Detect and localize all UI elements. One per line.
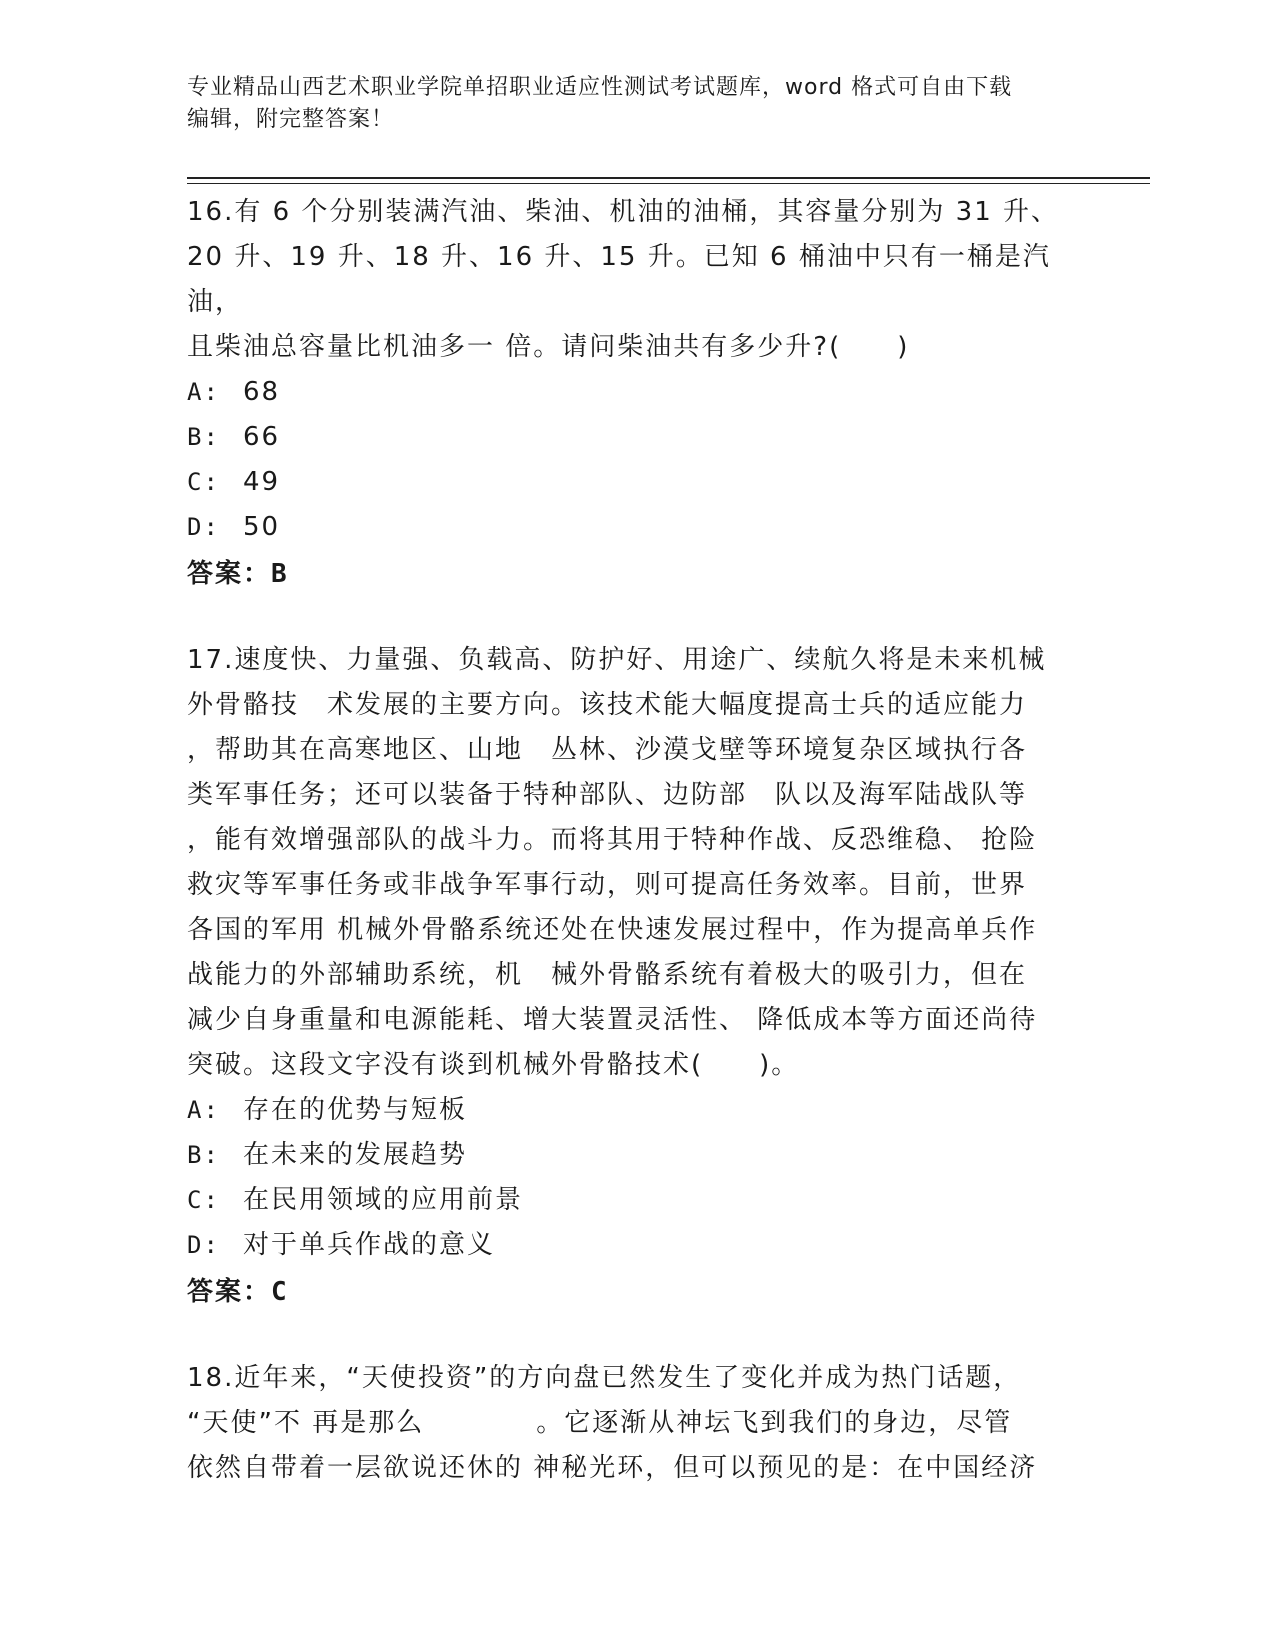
option-letter: C: bbox=[187, 1186, 220, 1214]
option-text: 在民用领域的应用前景 bbox=[243, 1185, 524, 1215]
question-stem-line: ，帮助其在高寒地区、山地 丛林、沙漠戈壁等环境复杂区域执行各 bbox=[187, 735, 1028, 765]
option-text: 66 bbox=[243, 422, 281, 452]
header-line-1: 专业精品山西艺术职业学院单招职业适应性测试考试题库，word 格式可自由下载 bbox=[187, 75, 1013, 100]
option-c bbox=[187, 1178, 1087, 1223]
question-spacer bbox=[187, 598, 1087, 638]
option-letter: A: bbox=[187, 378, 220, 406]
option-text: 对于单兵作战的意义 bbox=[243, 1230, 496, 1260]
question-stem-line: 类军事任务；还可以装备于特种部队、边防部 队以及海军陆战队等 bbox=[187, 780, 1028, 810]
option-text: 在未来的发展趋势 bbox=[243, 1140, 468, 1170]
question-stem-line: 各国的军用 机械外骨骼系统还处在快速发展过程中，作为提高单兵作 bbox=[187, 915, 1038, 945]
question-stem-line: 18.近年来，“天使投资”的方向盘已然发生了变化并成为热门话题， bbox=[187, 1363, 1022, 1393]
answer bbox=[187, 550, 1087, 598]
option-b bbox=[187, 415, 1087, 460]
option-a bbox=[187, 1088, 1087, 1133]
answer-value: B bbox=[271, 559, 289, 589]
option-c bbox=[187, 460, 1087, 505]
answer-label: 答案： bbox=[187, 1277, 272, 1307]
question-stem-line: ，能有效增强部队的战斗力。而将其用于特种作战、反恐维稳、 抢险 bbox=[187, 825, 1038, 855]
question-16 bbox=[187, 190, 1087, 598]
option-text: 50 bbox=[243, 512, 281, 542]
option-letter: A: bbox=[187, 1096, 220, 1124]
option-letter: B: bbox=[187, 1141, 220, 1169]
question-stem-line: 17.速度快、力量强、负载高、防护好、用途广、续航久将是未来机械 bbox=[187, 645, 1047, 675]
question-stem-line: 外骨骼技 术发展的主要方向。该技术能大幅度提高士兵的适应能力 bbox=[187, 690, 1028, 720]
option-text: 68 bbox=[243, 377, 281, 407]
option-letter: B: bbox=[187, 423, 220, 451]
answer-value: C bbox=[271, 1277, 289, 1307]
question-stem-line: 减少自身重量和电源能耗、增大装置灵活性、 降低成本等方面还尚待 bbox=[187, 1005, 1038, 1035]
option-b bbox=[187, 1133, 1087, 1178]
page-header bbox=[187, 72, 1087, 136]
option-a bbox=[187, 370, 1087, 415]
question-stem-line: 且柴油总容量比机油多一 倍。请问柴油共有多少升?( ) bbox=[187, 332, 910, 362]
answer bbox=[187, 1268, 1087, 1316]
question-18 bbox=[187, 1356, 1087, 1491]
option-text: 49 bbox=[243, 467, 281, 497]
option-text: 存在的优势与短板 bbox=[243, 1095, 468, 1125]
question-stem-line: 救灾等军事任务或非战争军事行动，则可提高任务效率。目前，世界 bbox=[187, 870, 1028, 900]
question-stem-line: 20 升、19 升、18 升、16 升、15 升。已知 6 桶油中只有一桶是汽油， bbox=[187, 242, 1051, 317]
option-d bbox=[187, 505, 1087, 550]
answer-label: 答案： bbox=[187, 559, 272, 589]
question-17 bbox=[187, 638, 1087, 1316]
header-divider-thick bbox=[187, 177, 1150, 179]
question-stem-line: 战能力的外部辅助系统，机 械外骨骼系统有着极大的吸引力，但在 bbox=[187, 960, 1028, 990]
option-letter: D: bbox=[187, 1231, 220, 1259]
option-d bbox=[187, 1223, 1087, 1268]
question-list bbox=[187, 190, 1087, 1491]
question-stem-line: “天使”不 再是那么 。它逐渐从神坛飞到我们的身边，尽管 bbox=[187, 1408, 1013, 1438]
question-stem-line: 突破。这段文字没有谈到机械外骨骼技术( )。 bbox=[187, 1050, 800, 1080]
question-spacer bbox=[187, 1316, 1087, 1356]
question-stem-line: 依然自带着一层欲说还休的 神秘光环，但可以预见的是：在中国经济 bbox=[187, 1453, 1038, 1483]
header-line-2: 编辑，附完整答案！ bbox=[187, 107, 395, 132]
option-letter: D: bbox=[187, 513, 220, 541]
header-divider-thin bbox=[187, 183, 1150, 184]
question-stem-line: 16.有 6 个分别装满汽油、柴油、机油的油桶，其容量分别为 31 升、 bbox=[187, 197, 1060, 227]
option-letter: C: bbox=[187, 468, 220, 496]
